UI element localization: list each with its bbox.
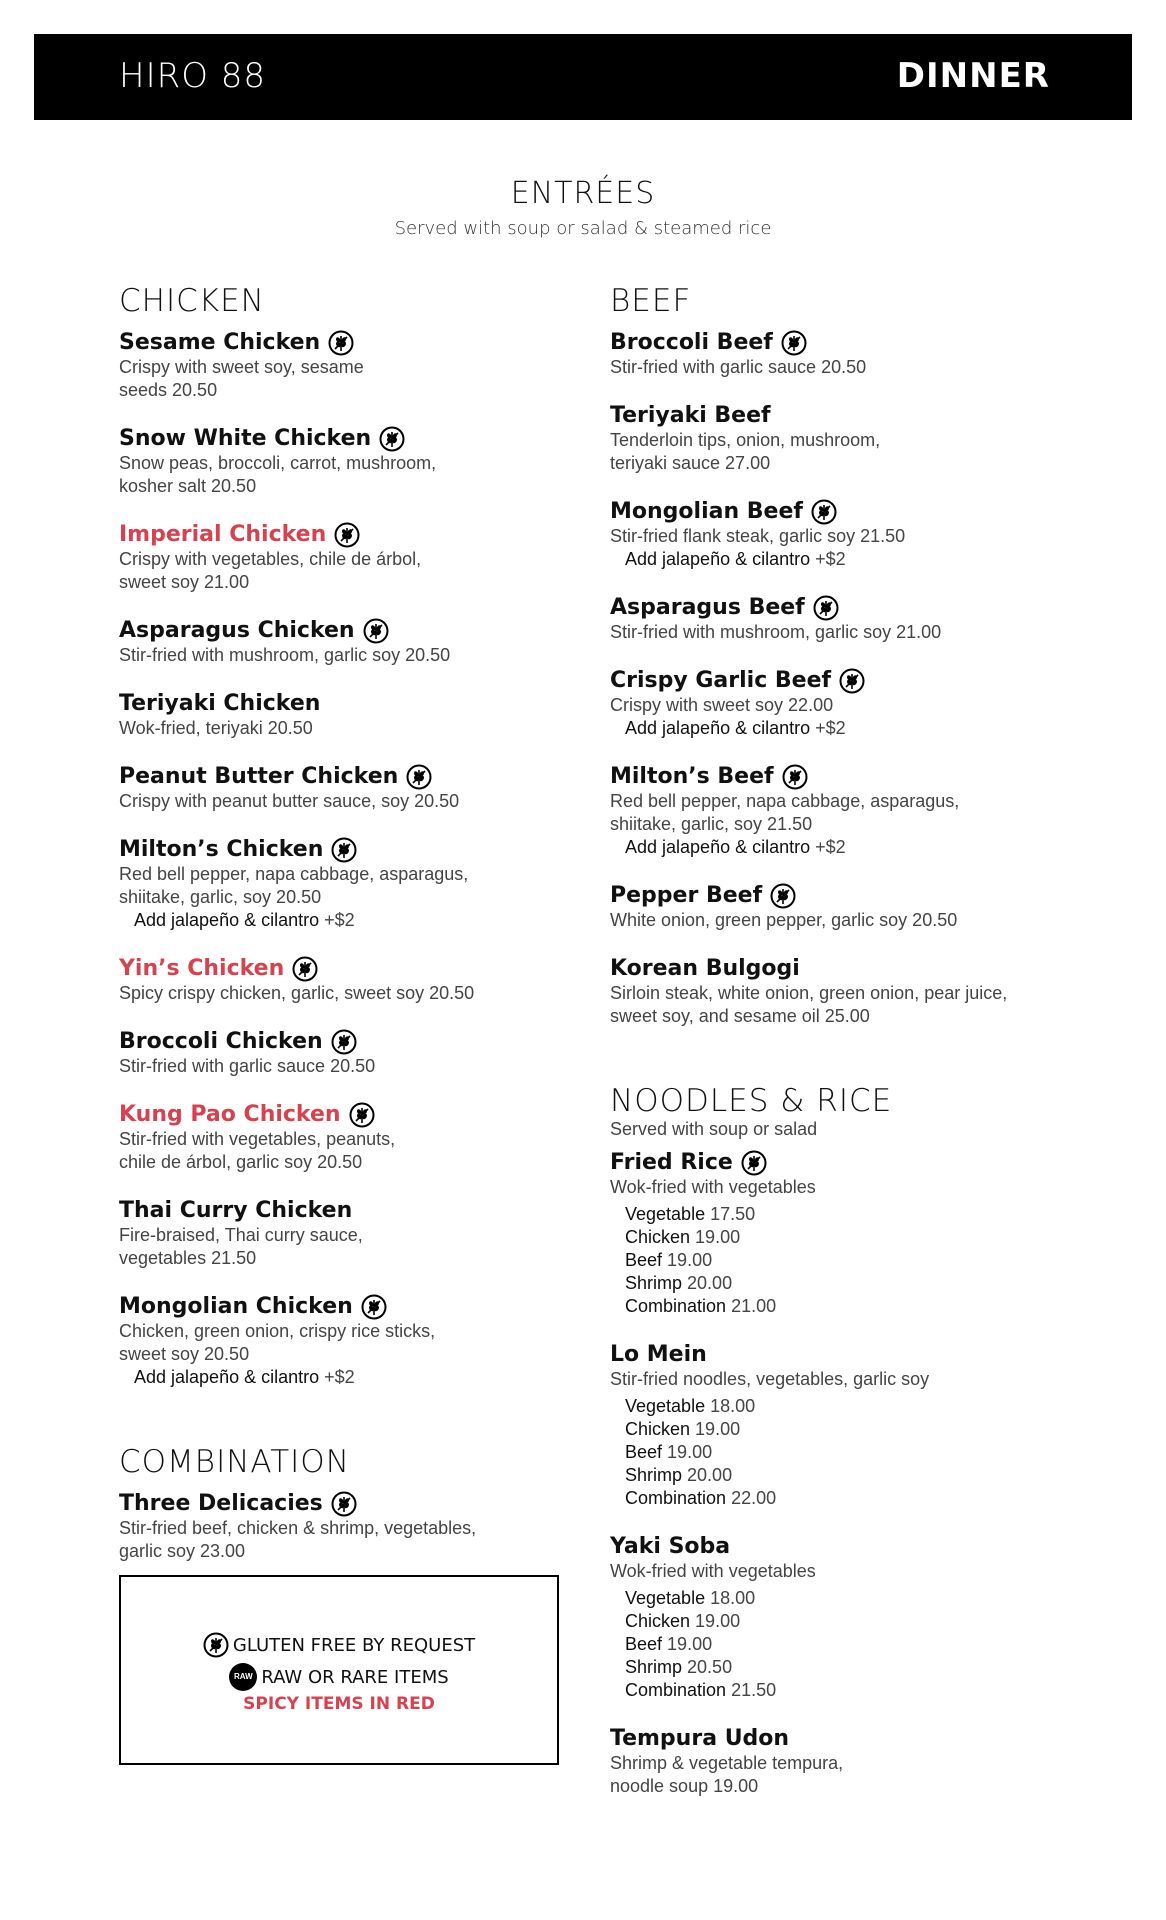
item-description: Wok-fried with vegetables xyxy=(610,1561,816,1581)
gluten-free-icon xyxy=(328,330,354,356)
raw-icon: RAW xyxy=(229,1663,257,1691)
variant: Beef 19.00 xyxy=(625,1634,713,1654)
menu-item xyxy=(119,426,589,498)
right-column xyxy=(610,282,1080,1798)
item-name-spicy: Kung Pao Chicken xyxy=(119,1102,589,1128)
item-description: Crispy with sweet soy, sesame xyxy=(119,357,364,377)
item-description: kosher salt 20.50 xyxy=(119,476,257,496)
item-name: Tempura Udon xyxy=(610,1726,790,1751)
item-name: Three Delicacies xyxy=(119,1491,589,1517)
item-name: Yaki Soba xyxy=(610,1534,731,1559)
variant: Vegetable 18.00 xyxy=(625,1396,756,1416)
menu-item xyxy=(610,764,1080,859)
variant: Vegetable 17.50 xyxy=(625,1204,756,1224)
item-description: teriyaki sauce 27.00 xyxy=(610,453,771,473)
gluten-free-icon xyxy=(349,1102,375,1128)
gluten-free-icon xyxy=(331,1029,357,1055)
variant: Beef 19.00 xyxy=(625,1250,713,1270)
variant: Shrimp 20.00 xyxy=(625,1465,733,1485)
item-name: Thai Curry Chicken xyxy=(119,1198,353,1223)
gluten-free-icon xyxy=(811,499,837,525)
item-name: Broccoli Chicken xyxy=(119,1029,589,1055)
menu-item xyxy=(119,330,589,402)
item-name: Milton’s Chicken xyxy=(119,837,589,863)
variant: Combination 22.00 xyxy=(625,1488,777,1508)
item-description: Stir-fried with garlic sauce 20.50 xyxy=(610,357,867,377)
item-description: chile de árbol, garlic soy 20.50 xyxy=(119,1152,363,1172)
menu-item xyxy=(610,330,1080,379)
entrees-title: ENTRÉES xyxy=(510,176,656,211)
menu-item xyxy=(119,1491,589,1563)
menu-item xyxy=(610,403,1080,475)
item-description: Stir-fried with mushroom, garlic soy 20.50 xyxy=(119,645,451,665)
header-bar xyxy=(34,34,1132,120)
item-name-spicy: Yin’s Chicken xyxy=(119,956,589,982)
item-description: White onion, green pepper, garlic soy 20.50 xyxy=(610,910,958,930)
gluten-free-icon xyxy=(292,956,318,982)
item-description: Stir-fried with mushroom, garlic soy 21.00 xyxy=(610,622,942,642)
gluten-free-icon xyxy=(203,1632,229,1658)
item-description: Wok-fried with vegetables xyxy=(610,1177,816,1197)
menu-item xyxy=(119,1102,589,1174)
gluten-free-icon xyxy=(839,668,865,694)
item-name: Mongolian Beef xyxy=(610,499,1080,525)
item-name: Sesame Chicken xyxy=(119,330,589,356)
menu-item xyxy=(610,883,1080,932)
variant: Beef 19.00 xyxy=(625,1442,713,1462)
item-description: sweet soy 21.00 xyxy=(119,572,250,592)
item-description: Wok-fried, teriyaki 20.50 xyxy=(119,718,313,738)
item-description: Crispy with vegetables, chile de árbol, xyxy=(119,549,422,569)
brand-name: HIRO 88 xyxy=(119,56,267,96)
item-description: sweet soy 20.50 xyxy=(119,1344,250,1364)
item-addon: Add jalapeño & cilantro +$2 xyxy=(134,1367,355,1387)
menu-item xyxy=(119,691,589,740)
item-description: noodle soup 19.00 xyxy=(610,1776,759,1796)
menu-item xyxy=(610,595,1080,644)
variant-list xyxy=(610,1587,1080,1702)
item-description: Chicken, green onion, crispy rice sticks, xyxy=(119,1321,436,1341)
variant: Vegetable 18.00 xyxy=(625,1588,756,1608)
item-name: Korean Bulgogi xyxy=(610,956,800,981)
item-name: Asparagus Beef xyxy=(610,595,1080,621)
gluten-free-icon xyxy=(781,330,807,356)
item-description: shiitake, garlic, soy 20.50 xyxy=(119,887,322,907)
item-description: Stir-fried noodles, vegetables, garlic soy xyxy=(610,1369,930,1389)
menu-item xyxy=(119,837,589,932)
variant: Shrimp 20.50 xyxy=(625,1657,733,1677)
left-column xyxy=(119,282,589,1563)
item-name: Snow White Chicken xyxy=(119,426,589,452)
item-description: Fire-braised, Thai curry sauce, xyxy=(119,1225,363,1245)
menu-item xyxy=(610,1534,1080,1702)
variant: Chicken 19.00 xyxy=(625,1227,741,1247)
item-description: Red bell pepper, napa cabbage, asparagus, xyxy=(119,864,469,884)
variant: Chicken 19.00 xyxy=(625,1611,741,1631)
item-description: garlic soy 23.00 xyxy=(119,1541,246,1561)
gluten-free-icon xyxy=(361,1294,387,1320)
gluten-free-icon xyxy=(813,595,839,621)
item-description: Spicy crispy chicken, garlic, sweet soy 20.50 xyxy=(119,983,475,1003)
category-title-beef: BEEF xyxy=(610,283,692,319)
gluten-free-icon xyxy=(379,426,405,452)
category-title-chicken: CHICKEN xyxy=(119,283,265,319)
category-title-noodles: NOODLES & RICE xyxy=(610,1083,893,1119)
menu-item xyxy=(119,522,589,594)
variant: Combination 21.50 xyxy=(625,1680,777,1700)
item-description: Shrimp & vegetable tempura, xyxy=(610,1753,844,1773)
menu-item xyxy=(119,956,589,1005)
item-name: Mongolian Chicken xyxy=(119,1294,589,1320)
item-description: seeds 20.50 xyxy=(119,380,218,400)
menu-item xyxy=(119,618,589,667)
gluten-free-icon xyxy=(782,764,808,790)
meal-label: DINNER xyxy=(896,56,1050,96)
item-description: Tenderloin tips, onion, mushroom, xyxy=(610,430,881,450)
item-description: Stir-fried beef, chicken & shrimp, vegetables, xyxy=(119,1518,477,1538)
gluten-free-icon xyxy=(363,618,389,644)
legend-raw: RAW RAW OR RARE ITEMS xyxy=(121,1663,557,1691)
item-description: vegetables 21.50 xyxy=(119,1248,257,1268)
gluten-free-icon xyxy=(770,883,796,909)
menu-item xyxy=(119,1198,589,1270)
item-addon: Add jalapeño & cilantro +$2 xyxy=(134,910,355,930)
item-description: Sirloin steak, white onion, green onion, pear juice, xyxy=(610,983,1008,1003)
menu-item xyxy=(119,1029,589,1078)
item-name: Asparagus Chicken xyxy=(119,618,589,644)
item-name: Broccoli Beef xyxy=(610,330,1080,356)
menu-item xyxy=(119,1294,589,1389)
item-addon: Add jalapeño & cilantro +$2 xyxy=(625,837,846,857)
category-subtitle-noodles: Served with soup or salad xyxy=(610,1119,818,1139)
menu-item xyxy=(610,499,1080,571)
item-name: Teriyaki Beef xyxy=(610,403,771,428)
category-title-combination: COMBINATION xyxy=(119,1444,350,1480)
variant: Chicken 19.00 xyxy=(625,1419,741,1439)
item-description: Red bell pepper, napa cabbage, asparagus, xyxy=(610,791,960,811)
menu-item xyxy=(119,764,589,813)
variant: Shrimp 20.00 xyxy=(625,1273,733,1293)
item-name: Teriyaki Chicken xyxy=(119,691,321,716)
item-name: Lo Mein xyxy=(610,1342,707,1367)
item-description: Stir-fried flank steak, garlic soy 21.50 xyxy=(610,526,906,546)
legend-spicy: SPICY ITEMS IN RED xyxy=(243,1694,435,1714)
gluten-free-icon xyxy=(406,764,432,790)
variant-list xyxy=(610,1203,1080,1318)
menu-item xyxy=(610,956,1080,1028)
entrees-subtitle: Served with soup or salad & steamed rice xyxy=(394,218,772,239)
item-description: Stir-fried with vegetables, peanuts, xyxy=(119,1129,396,1149)
item-description: sweet soy, and sesame oil 25.00 xyxy=(610,1006,870,1026)
item-addon: Add jalapeño & cilantro +$2 xyxy=(625,549,846,569)
gluten-free-icon xyxy=(334,522,360,548)
item-name: Milton’s Beef xyxy=(610,764,1080,790)
legend-box xyxy=(119,1575,559,1765)
legend-gluten-free: GLUTEN FREE BY REQUEST xyxy=(121,1632,557,1658)
gluten-free-icon xyxy=(331,837,357,863)
item-addon: Add jalapeño & cilantro +$2 xyxy=(625,718,846,738)
item-description: shiitake, garlic, soy 21.50 xyxy=(610,814,813,834)
menu-item xyxy=(610,1342,1080,1510)
gluten-free-icon xyxy=(741,1150,767,1176)
item-description: Crispy with sweet soy 22.00 xyxy=(610,695,834,715)
menu-item xyxy=(610,1726,1080,1798)
menu-item xyxy=(610,668,1080,740)
item-name: Peanut Butter Chicken xyxy=(119,764,589,790)
variant-list xyxy=(610,1395,1080,1510)
item-description: Crispy with peanut butter sauce, soy 20.50 xyxy=(119,791,460,811)
item-name: Crispy Garlic Beef xyxy=(610,668,1080,694)
menu-item xyxy=(610,1150,1080,1318)
gluten-free-icon xyxy=(331,1491,357,1517)
item-name-spicy: Imperial Chicken xyxy=(119,522,589,548)
item-description: Stir-fried with garlic sauce 20.50 xyxy=(119,1056,376,1076)
item-name: Fried Rice xyxy=(610,1150,1080,1176)
item-description: Snow peas, broccoli, carrot, mushroom, xyxy=(119,453,437,473)
variant: Combination 21.00 xyxy=(625,1296,777,1316)
item-name: Pepper Beef xyxy=(610,883,1080,909)
